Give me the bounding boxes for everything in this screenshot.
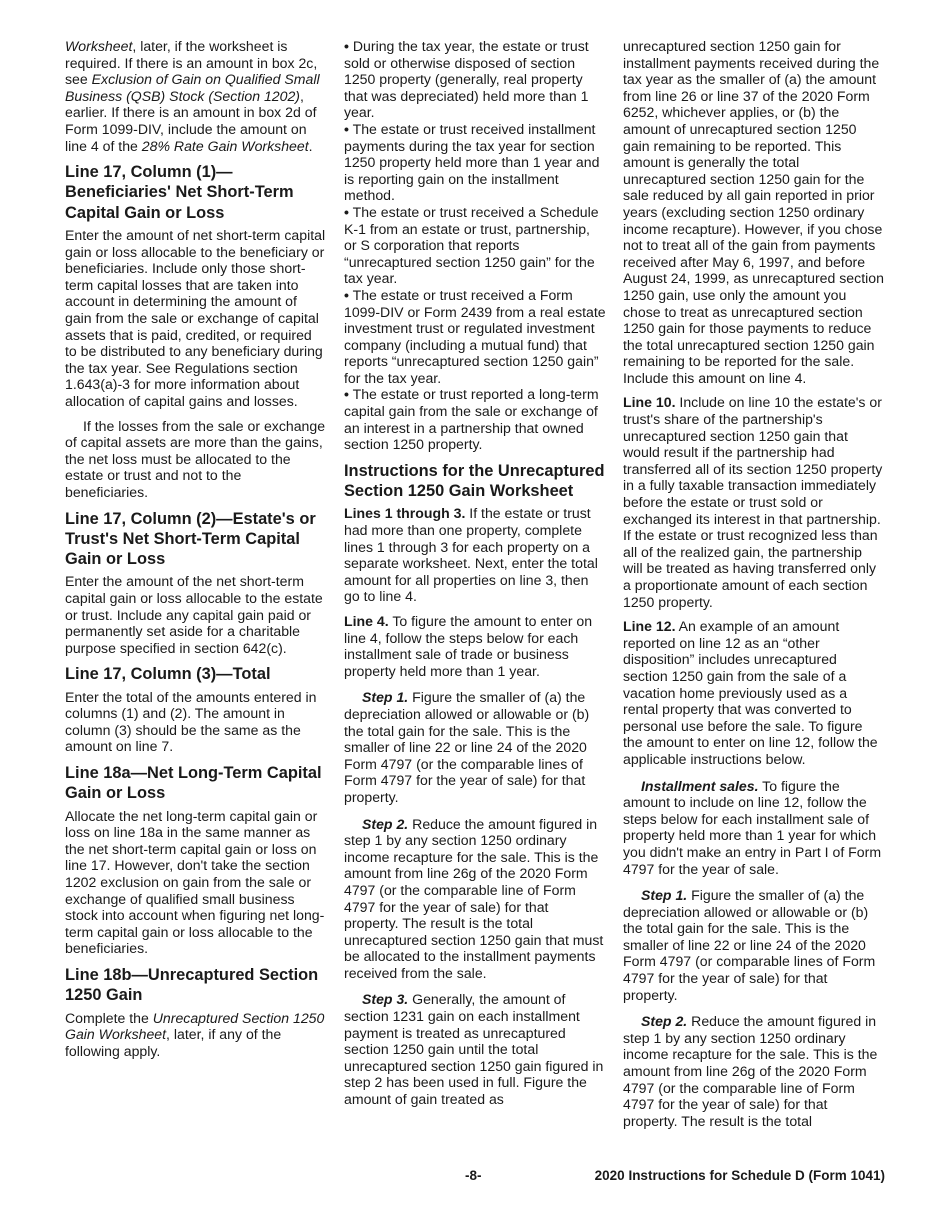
paragraph-step-1: [344, 689, 606, 805]
text: Reduce the amount figured in step 1 by any section 1250 ordinary income recapture for the sale. This is the amount from line 26g of the 2020 Form 4797 (or the comparable line of Form 4797 for the year of sale) for that property. The result is the total: [623, 1013, 878, 1129]
paragraph: If the losses from the sale or exchange of capital assets are more than the gains, the net loss must be allocated to the estate or trust and not to the beneficiaries.: [65, 417, 326, 500]
run-in-heading: Step 1.: [641, 887, 688, 904]
run-in-heading: Line 4.: [344, 613, 389, 629]
paragraph-step-3-continued: unrecaptured section 1250 gain for installment payments received during the tax year as the smaller of (a) the amount from line 26 or line 37 of the 2020 Form 6252, whichever applies, or (b) the amount of unrecaptured section 1250 gain remaining to be reported. This amount is generally the total unrecaptured section 1250 gain for the sale reduced by all gain reported in prior years (excluding section 1250 ordinary income recapture). However, if you chose not to treat all of the gain from payments received after May 6, 1997, and before August 24, 1999, as unrecaptured section 1250 gain, use only the amount you chose to treat as unrecaptured section 1250 gain for those payments to reduce the total unrecaptured section 1250 gain remaining to be reported for the sale. Include this amount on line 4.: [623, 38, 884, 386]
text: Figure the smaller of (a) the depreciation allowed or allowable or (b) the total gain for the sale. This is the smaller of line 22 or line 24 of the 2020 Form 4797 (or comparable lines of Form 4797 for the year of sale) for that property.: [623, 887, 876, 1003]
run-in-heading: Step 2.: [362, 815, 409, 832]
heading-line-17-column-1: Line 17, Column (1)—Beneficiaries' Net Short-Term Capital Gain or Loss: [65, 163, 294, 222]
text: Include on line 10 the estate's or trust's share of the partnership's unrecaptured section 1250 gain that would result if the partnership had transferred all of its section 1250 property in a fully taxable transaction immediately before the estate or trust sold or exchanged its interest in that partnership. If the estate or trust recognized less than all of the realized gain, the partnership will be treated as having transferred only a proportionate amount of each section 1250 property.: [623, 394, 883, 610]
run-in-heading: Step 3.: [362, 991, 409, 1008]
paragraph: Allocate the net long-term capital gain or loss on line 18a in the same manner as the net short-term capital gain or loss on line 17. However, don't take the section 1202 exclusion on gain from the sale or exchange of qualified small business stock into account when figuring net long-term capital gain or loss allocable to the beneficiaries.: [65, 807, 325, 957]
heading-line-18a: Line 18a—Net Long-Term Capital Gain or Loss: [65, 764, 322, 803]
paragraph: [65, 1010, 327, 1060]
column-middle: [344, 38, 606, 1116]
text: Complete the: [65, 1009, 153, 1026]
paragraph-line-10: [623, 394, 885, 610]
text: Figure the smaller of (a) the depreciation allowed or allowable or (b) the total gain for the sale. This is the smaller of line 22 or line 24 of the 2020 Form 4797 (or the comparable lines of Form 4797 for the year of sale) for that property.: [344, 689, 590, 805]
paragraph-installment-sales: [623, 778, 885, 878]
column-left: [65, 38, 327, 1067]
paragraph-lines-1-3: [344, 505, 606, 605]
italic-text: 28% Rate Gain Worksheet: [141, 137, 309, 154]
text: To figure the amount to include on line 12, follow the steps below for each installment sale of property held more than 1 year for which you didn't make an entry in Part I of Form 4797 for the year of sale.: [623, 777, 882, 877]
bullet-text: The estate or trust received installment payments during the tax year for section 1250 property held more than 1 year and is reporting gain on the installment method.: [344, 120, 600, 204]
bullet-icon: •: [344, 286, 349, 303]
paragraph-line-4: [344, 613, 606, 679]
bullet-icon: •: [344, 38, 349, 54]
run-in-heading: Line 10.: [623, 394, 676, 411]
bullet-text: The estate or trust received a Form 1099-DIV or Form 2439 from a real estate investment trust or regulated investment company (including a mutual fund) that reports “unrecaptured section 1250 gain” for the tax year.: [344, 286, 606, 386]
text: If the estate or trust had more than one property, complete lines 1 through 3 for each property on a separate worksheet. Next, enter the total amount for all properties on line 3, then go to line 4.: [344, 505, 598, 605]
italic-text: Worksheet: [65, 38, 133, 54]
paragraph: Enter the amount of net short-term capital gain or loss allocable to the beneficiary or beneficiaries. Include only those short-term capital losses that are taken into account in determining the amount of gain from the sale or exchange of capital assets that is paid, credited, or required to be distributed to any beneficiary during the tax year. See Regulations section 1.643(a)-3 for more information about allocation of capital gains and losses.: [65, 227, 326, 409]
bullet-item: [344, 121, 606, 204]
paragraph-worksheet-continued: [65, 38, 327, 154]
text: , later, if the worksheet is required. If there is an amount in box 2c, see: [65, 38, 318, 88]
paragraph-step-1: [623, 887, 885, 1003]
text: Reduce the amount figured in step 1 by any section 1250 ordinary income recapture for the sale. This is the amount from line 26g of the 2020 Form 4797 (or the comparable line of Form 4797 for the year of sale) for that property. The result is the total unrecaptured section 1250 gain that must be allocated to the installment payments received from the sale.: [344, 815, 604, 981]
heading-worksheet-instructions: Instructions for the Unrecaptured Section 1250 Gain Worksheet: [344, 461, 605, 501]
paragraph-step-3: [344, 991, 606, 1107]
heading-line-18b: Line 18b—Unrecaptured Section 1250 Gain: [65, 966, 319, 1005]
run-in-heading: Installment sales.: [641, 777, 759, 794]
bullet-item: [344, 287, 606, 387]
run-in-heading: Line 12.: [623, 618, 676, 635]
bullet-item: [344, 386, 606, 452]
bullet-icon: •: [344, 386, 349, 403]
paragraph: Enter the amount of the net short-term capital gain or loss allocable to the estate or trust. Include any capital gain paid or permanently set aside for a charitable purpose specified in section 642(c).: [65, 573, 323, 656]
text: An example of an amount reported on line 12 as an “other disposition” includes unrecaptured section 1250 gain from the sale of a vacation home previously used as a rental property that was converted to personal use before the sale. To figure the amount to enter on line 12, follow the applicable instructions below.: [623, 618, 878, 767]
text: Generally, the amount of section 1231 gain on each installment payment is treated as unrecaptured section 1250 gain until the total unrecaptured section 1250 gain figured in step 2 has been used in full. Figure the amount of gain treated as: [344, 991, 604, 1108]
italic-text: Unrecaptured Section 1250 Gain Worksheet: [65, 1009, 325, 1043]
run-in-heading: Step 2.: [641, 1013, 688, 1030]
bullet-item: [344, 204, 606, 287]
paragraph-line-12: [623, 618, 885, 767]
run-in-heading: Step 1.: [362, 689, 409, 706]
bullet-text: During the tax year, the estate or trust sold or otherwise disposed of section 1250 property (generally, real property that was depreciated) held more than 1 year.: [344, 38, 589, 121]
run-in-heading: Lines 1 through 3.: [344, 505, 466, 522]
paragraph-step-2: [344, 816, 606, 982]
bullet-text: The estate or trust received a Schedule K-1 from an estate or trust, partnership, or S corporation that reports “unrecaptured section 1250 gain” for the tax year.: [344, 203, 599, 287]
text: , later, if any of the following apply.: [65, 1026, 282, 1059]
page-number: -8-: [465, 1168, 482, 1183]
bullet-icon: •: [344, 203, 349, 220]
paragraph: Enter the total of the amounts entered in columns (1) and (2). The amount in column (3) should be the same as the amount on line 7.: [65, 688, 317, 755]
document-title: 2020 Instructions for Schedule D (Form 1041): [594, 1168, 885, 1183]
heading-line-17-column-3: Line 17, Column (3)—Total: [65, 665, 271, 684]
italic-text: Exclusion of Gain on Qualified Small Business (QSB) Stock (Section 1202): [65, 71, 320, 104]
heading-line-17-column-2: Line 17, Column (2)—Estate's or Trust's Net Short-Term Capital Gain or Loss: [65, 509, 316, 569]
text: To figure the amount to enter on line 4, follow the steps below for each installment sale of trade or business property held more than 1 year.: [344, 613, 593, 679]
text: .: [308, 137, 313, 154]
bullet-icon: •: [344, 120, 349, 137]
paragraph-step-2: [623, 1013, 885, 1129]
bullet-item: [344, 38, 606, 121]
bullet-text: The estate or trust reported a long-term capital gain from the sale or exchange of an interest in a partnership that owned section 1250 property.: [344, 386, 599, 453]
text: , earlier. If there is an amount in box 2d of Form 1099-DIV, include the amount on line 4 of the: [65, 87, 317, 154]
column-right: [623, 38, 885, 1137]
